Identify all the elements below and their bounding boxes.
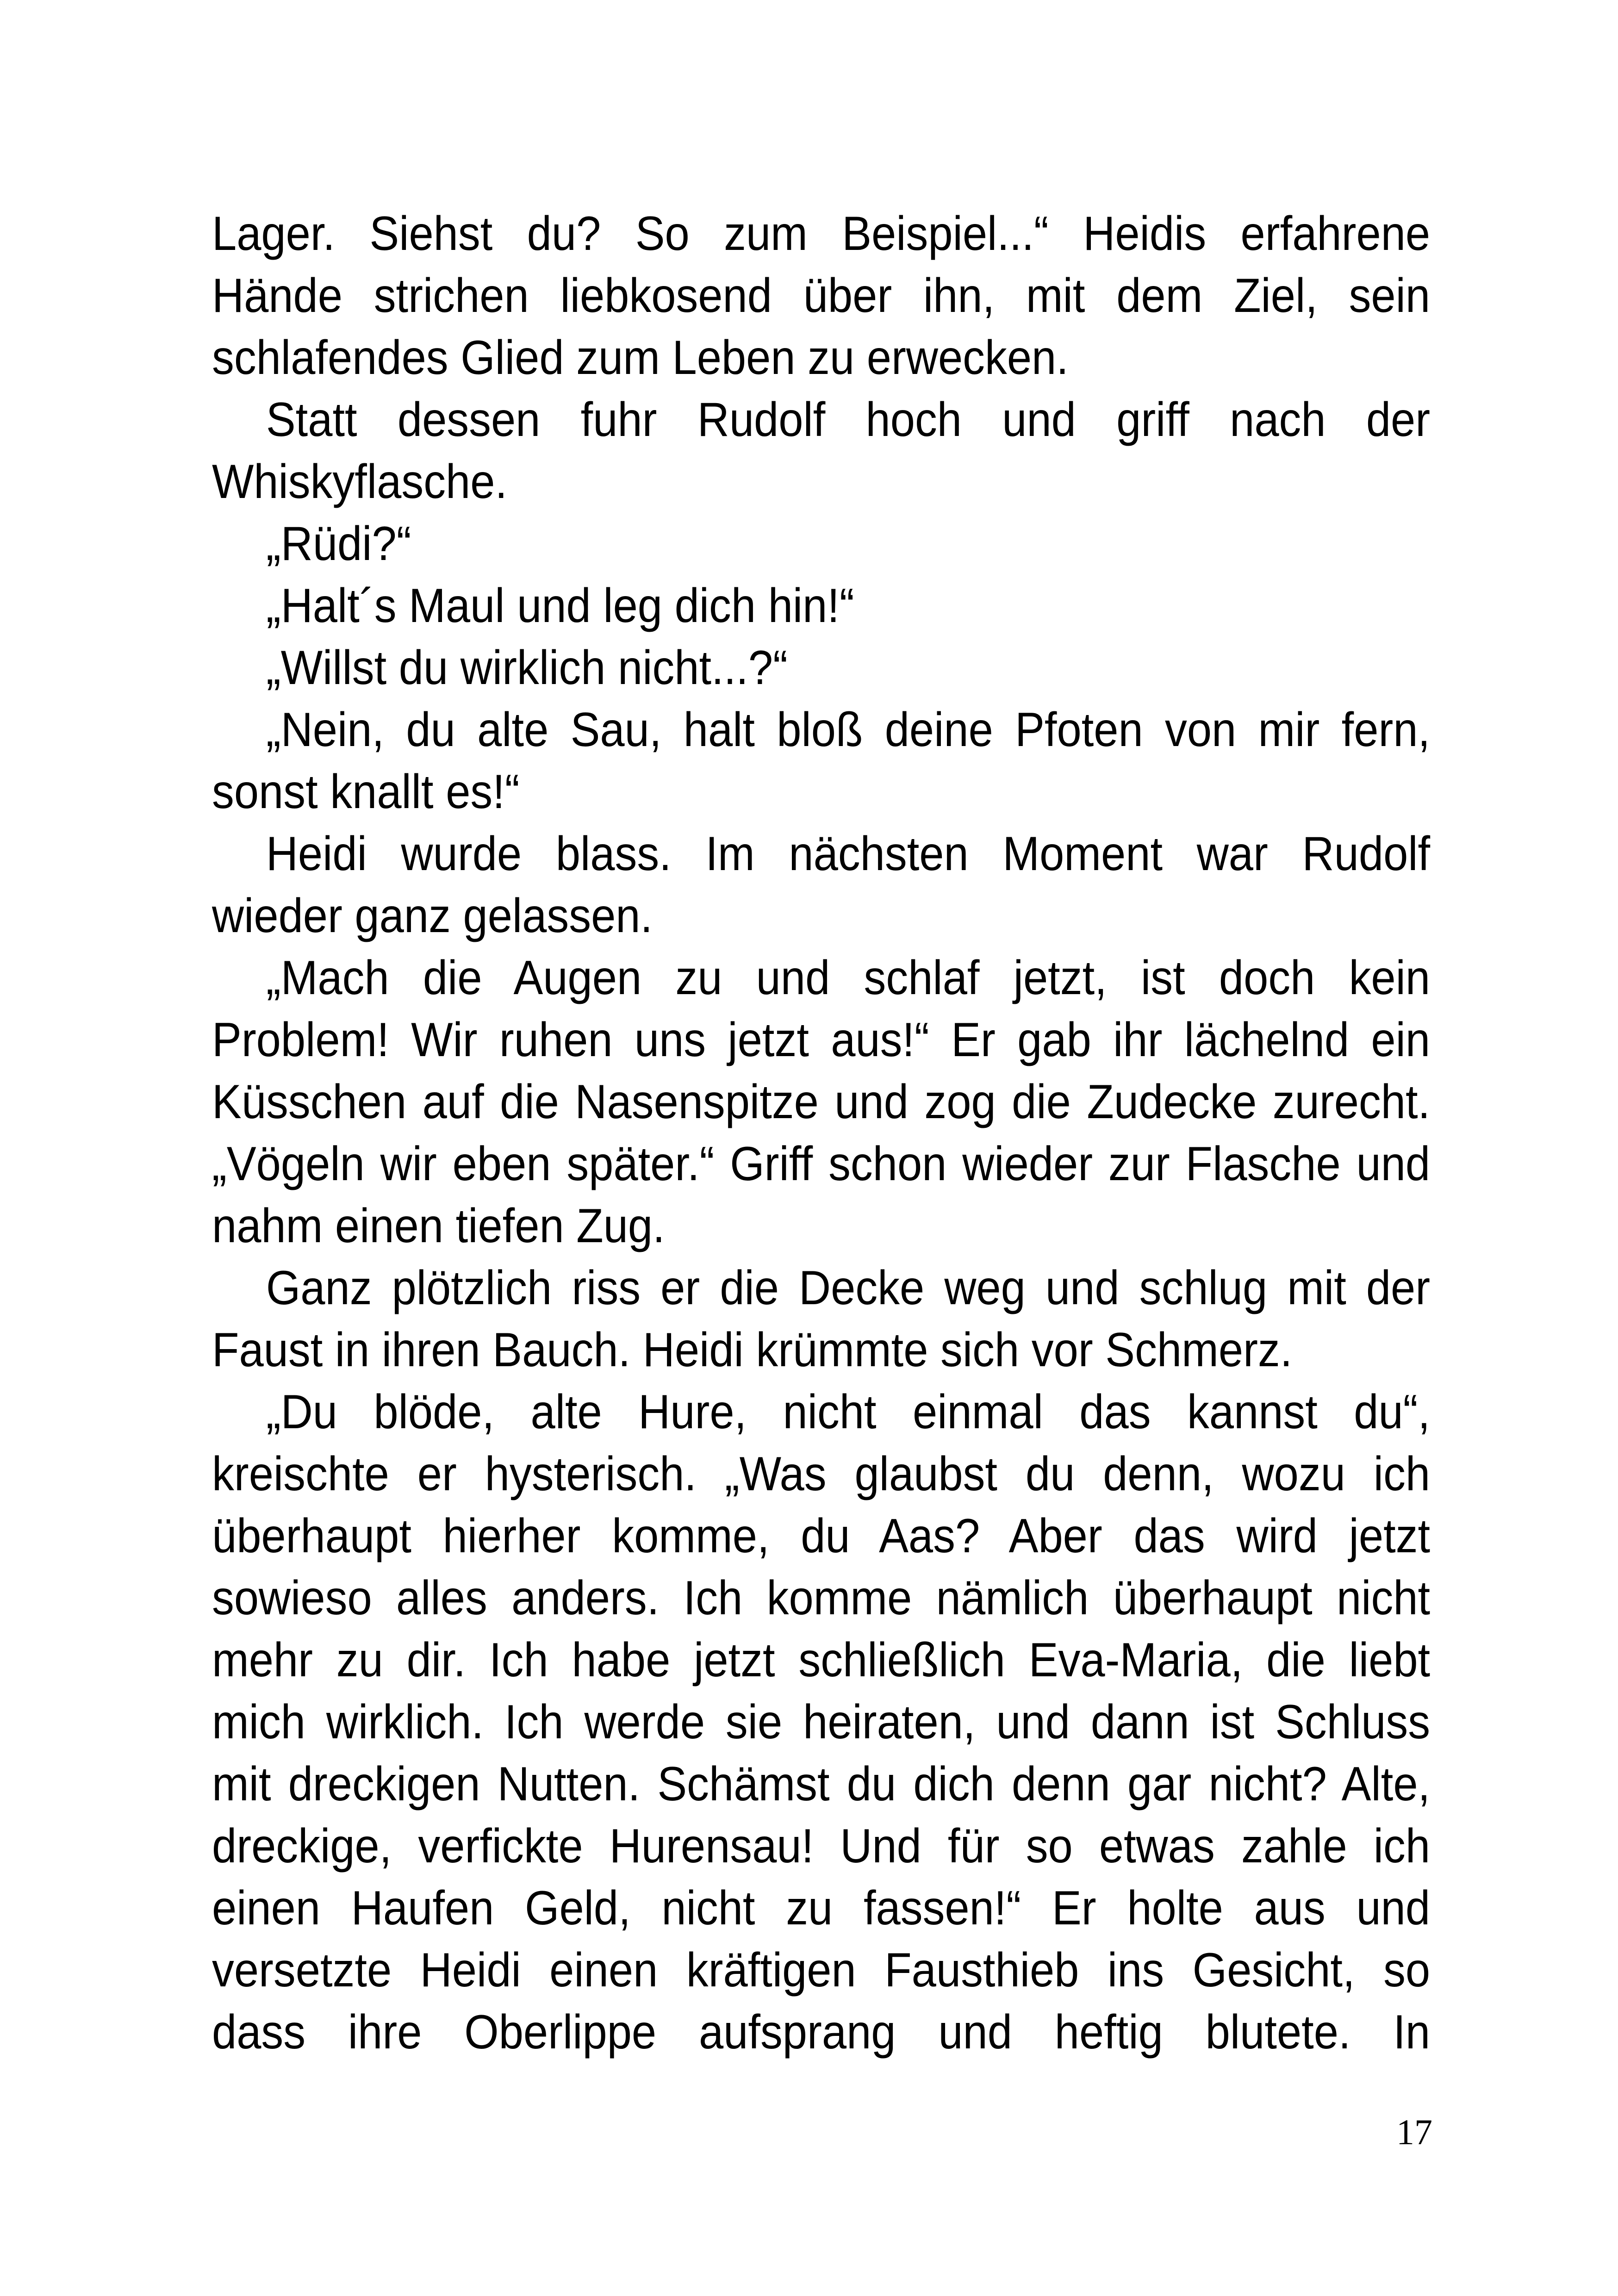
text-line: Lager. Siehst du? So zum Beispiel...“ Heidis erfahrene: [212, 207, 1431, 261]
text-line: nahm einen tiefen Zug.: [212, 1199, 665, 1253]
text-line: Heidi wurde blass. Im nächsten Moment war Rudolf: [266, 827, 1431, 881]
text-line: überhaupt hierher komme, du Aas? Aber das wird jetzt: [212, 1509, 1431, 1563]
text-line: dreckige, verfickte Hurensau! Und für so etwas zahle ich: [212, 1819, 1431, 1873]
text-line: Küsschen auf die Nasenspitze und zog die Zudecke zurecht.: [212, 1075, 1431, 1129]
text-line: einen Haufen Geld, nicht zu fassen!“ Er holte aus und: [212, 1881, 1431, 1935]
text-line: schlafendes Glied zum Leben zu erwecken.: [212, 331, 1069, 385]
text-line: Hände strichen liebkosend über ihn, mit dem Ziel, sein: [212, 269, 1431, 323]
text-line: Whiskyflasche.: [212, 455, 508, 509]
text-line: „Nein, du alte Sau, halt bloß deine Pfoten von mir fern,: [266, 703, 1431, 757]
text-line: „Vögeln wir eben später.“ Griff schon wieder zur Flasche und: [212, 1137, 1431, 1191]
page-number: 17: [1396, 2112, 1432, 2152]
text-line: Faust in ihren Bauch. Heidi krümmte sich vor Schmerz.: [212, 1323, 1293, 1377]
body-text: [212, 203, 1430, 2063]
text-line: dass ihre Oberlippe aufsprang und heftig blutete. In: [212, 2005, 1431, 2059]
text-line: mehr zu dir. Ich habe jetzt schließlich Eva-Maria, die liebt: [212, 1633, 1431, 1687]
text-line: mit dreckigen Nutten. Schämst du dich denn gar nicht? Alte,: [212, 1757, 1431, 1811]
text-line: wieder ganz gelassen.: [212, 889, 653, 943]
text-line: Statt dessen fuhr Rudolf hoch und griff nach der: [266, 393, 1431, 447]
text-line: versetzte Heidi einen kräftigen Fausthieb ins Gesicht, so: [212, 1943, 1431, 1997]
text-line: kreischte er hysterisch. „Was glaubst du denn, wozu ich: [212, 1447, 1431, 1501]
text-line: Ganz plötzlich riss er die Decke weg und schlug mit der: [266, 1261, 1431, 1315]
text-line: „Rüdi?“: [266, 517, 411, 571]
text-line: „Du blöde, alte Hure, nicht einmal das kannst du“,: [266, 1385, 1431, 1439]
text-line: „Willst du wirklich nicht...?“: [266, 641, 788, 695]
text-line: sonst knallt es!“: [212, 765, 520, 819]
text-line: Problem! Wir ruhen uns jetzt aus!“ Er gab ihr lächelnd ein: [212, 1013, 1431, 1067]
text-line: sowieso alles anders. Ich komme nämlich überhaupt nicht: [212, 1571, 1431, 1625]
text-line: „Mach die Augen zu und schlaf jetzt, ist doch kein: [266, 951, 1431, 1005]
text-line: mich wirklich. Ich werde sie heiraten, und dann ist Schluss: [212, 1695, 1431, 1749]
text-line: „Halt´s Maul und leg dich hin!“: [266, 579, 854, 633]
